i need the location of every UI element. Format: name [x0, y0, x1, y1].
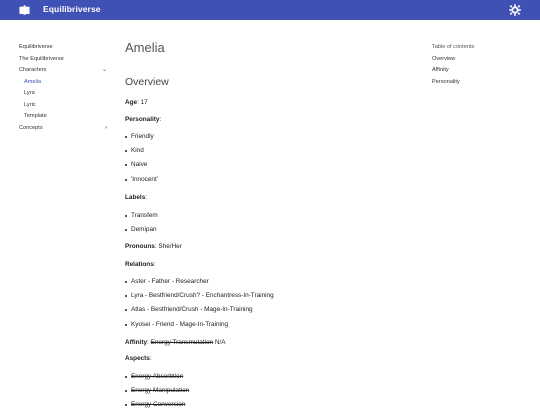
- pronouns-label: Pronouns: [125, 243, 155, 250]
- overview-heading: Overview: [125, 76, 169, 88]
- nav-item-lyra[interactable]: Lyra: [24, 90, 35, 96]
- toc-item-personality[interactable]: Personality: [432, 78, 460, 85]
- nav-item-lyric[interactable]: Lyric: [24, 101, 36, 108]
- site-title[interactable]: Equilibriverse: [43, 4, 101, 14]
- affinity-value: N/A: [214, 339, 226, 346]
- personality-label: Personality: [125, 116, 160, 123]
- labels-label: Labels: [125, 194, 146, 201]
- theme-toggle-icon[interactable]: [509, 4, 521, 16]
- aspects-label-line: Aspects:: [125, 355, 152, 362]
- personality-label-line: Personality:: [125, 116, 162, 123]
- chevron-down-icon[interactable]: ⌄: [101, 67, 107, 73]
- chevron-right-icon[interactable]: ›: [105, 124, 107, 131]
- list-item: Atlas - Bestfriend/Crush - Mage-In-Training: [131, 306, 253, 313]
- age-value: : 17: [137, 99, 148, 106]
- list-item: Transfem: [131, 212, 158, 219]
- list-item: Naive: [131, 161, 148, 168]
- nav-item-equilibriverse[interactable]: Equilibriverse: [19, 44, 53, 50]
- nav-item-template[interactable]: Template: [24, 113, 47, 119]
- list-item: 'Innocent': [131, 176, 158, 183]
- list-item: Energy Conversion: [131, 401, 186, 408]
- pronouns-line: [125, 243, 182, 250]
- page-title: Amelia: [125, 40, 165, 55]
- affinity-struck-value: Energy Transmutation: [150, 339, 214, 346]
- age-label: Age: [125, 99, 138, 106]
- nav-item-concepts-label: Concepts: [19, 124, 43, 131]
- sidebar-nav: [19, 42, 111, 134]
- list-item: Kind: [131, 147, 144, 154]
- toc-item-overview[interactable]: Overview: [432, 55, 456, 62]
- list-item: Energy Manipulation: [131, 387, 190, 394]
- list-item: Lyra - Bestfriend/Crush? - Enchantress-In-Training: [131, 292, 274, 299]
- list-item: Kyosei - Friend - Mage-In-Training: [131, 321, 229, 328]
- nav-item-characters-label: Characters: [19, 67, 47, 73]
- relations-label-line: Relations:: [125, 261, 156, 268]
- nav-item-amelia[interactable]: Amelia: [24, 78, 42, 85]
- list-item: Energy Absorbtion: [131, 373, 184, 380]
- list-item: Aster - Father - Researcher: [131, 278, 209, 285]
- toc-item-affinity[interactable]: Affinity: [432, 67, 449, 73]
- book-logo-icon[interactable]: [19, 5, 30, 16]
- affinity-line: Affinity: Energy Transmutation N/A: [125, 339, 226, 346]
- aspects-label: Aspects: [125, 355, 150, 362]
- relations-label: Relations: [125, 261, 154, 268]
- table-of-contents: [432, 42, 532, 88]
- toc-title: Table of contents: [432, 44, 475, 50]
- age-line: [125, 99, 148, 106]
- top-header: [0, 0, 540, 20]
- nav-item-concepts[interactable]: [19, 123, 111, 135]
- list-item: Friendly: [131, 133, 154, 140]
- nav-item-characters[interactable]: [19, 65, 111, 77]
- pronouns-value: : She/Her: [154, 243, 182, 250]
- labels-label-line: Labels:: [125, 194, 148, 201]
- nav-item-the-equilibriverse[interactable]: The Equilibriverse: [19, 55, 64, 62]
- list-item: Demipan: [131, 226, 157, 233]
- affinity-label: Affinity: [125, 339, 148, 346]
